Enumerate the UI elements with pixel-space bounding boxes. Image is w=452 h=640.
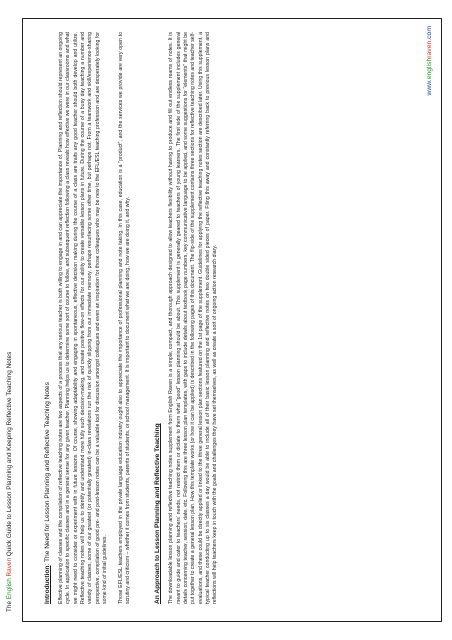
approach-heading: An Approach to Lesson Planning and Reflective Teaching: [154, 423, 162, 604]
introduction-paragraph-1: Effective planning of classes and the compilation of reflective teaching notes are two aspects of a process that any serious teacher is both willing to engage in and can appreciate the importance of. Planning and reflection should represent an ongoing cycle. In application to specific classes and in a general sense for any given teacher. Planning helps us to determine some sort of course to follow, and subsequent reflection following a class reveals how effective we were in our classrooms and what we might need to consider or experiment with in future lessons. Of course, showing adaptability and engaging in spontaneous, effective decision making during the course of a class are traits any good teacher should both develop and utilize. Reflective teaching notes will help us to identify and understand more fully such decision-making, and create positive flow-on effects for our ability to create versatile lesson plans in future. During the course of a busy day teaching a number and variety of classes, some of our greatest (or potentially greatest) in-class revelations run the risk of quickly slipping from our immediate memory, perhaps resurfacing some other time, but perhaps not. From a teamwork and skill/experience-sharing perspective, compilation of good pre- and post-lesson notes can be a valuable tool for discussion amongst colleagues and even an inspiration for those colleagues who may be new to the EFL/ESL teaching profession and are desperately looking for some kind of initial guidelines.: [57, 32, 109, 604]
document-title: [6, 32, 13, 612]
url-brand-raven: raven: [426, 40, 433, 58]
title-suffix: Quick Guide to Lesson Planning and Keeping Reflective Teaching Notes: [6, 351, 13, 558]
website-url[interactable]: [426, 26, 433, 96]
title-brand-raven: Raven: [6, 557, 13, 579]
introduction-heading: [44, 32, 52, 604]
url-suffix: .com: [426, 26, 433, 41]
document-body: [44, 32, 228, 604]
introduction-paragraph-2: Those EFL/ESL teachers employed in the private language education industry ought also to appreciate the importance of professional planning and note taking. In this case, education is a "product", and the services we provide are very open to scrutiny and criticism – whether it comes from students, parents of students, or school management. It is important to document what we are doing, how we are doing it, and why.: [117, 32, 131, 604]
introduction-heading-rest: : The Need for Lesson Planning and Reflective Teaching Notes: [44, 382, 51, 566]
url-brand-english: english: [426, 57, 433, 80]
section-spacer: [140, 32, 154, 604]
title-prefix: The: [6, 599, 13, 612]
approach-paragraph-1: The downloadable lesson planning and reflective teaching notes supplement from English Raven is a simple, compact, and thorough approach designed to allow teachers flexibility without having to produce and fill out endless reams of notes. It is meant to guide and cater to teachers' needs, not restrict them or dictate to them what "good" lesson planning should be about. This supplement is generally geared to teachers of young learners. The first side of the supplement includes general details concerning teacher, session, date, etc. Following this are three lesson plan templates, with gaps to include details about textbook page numbers, key communicative language to be applied, and some suggestions for "elements" that might be put together to create a general lesson plan. How this template works (or how it can be applied) is described in the following pages of this document. The flip-side of the supplement contains three sections for reflective teaching notes and teacher self-evaluations, and these could be directly applied or linked to the three general lesson plan sections featured on the 1st page of the supplement. Guidelines for applying the reflective teaching notes section are described later. Using this supplement, a typical teacher conducting up to six classes a day would be able to include all of their basic lesson planning and reflective notes on two double sided pieces of paper. Filing this away and constantly referring back to previous lesson plans and reflections will help teachers keep in touch with the goals and challenges they have set themselves, as well as create a sort of ongoing action research diary.: [168, 31, 219, 604]
title-brand-english: English: [6, 578, 13, 600]
url-prefix: www.: [426, 79, 433, 96]
introduction-heading-label: Introduction: [44, 565, 51, 604]
